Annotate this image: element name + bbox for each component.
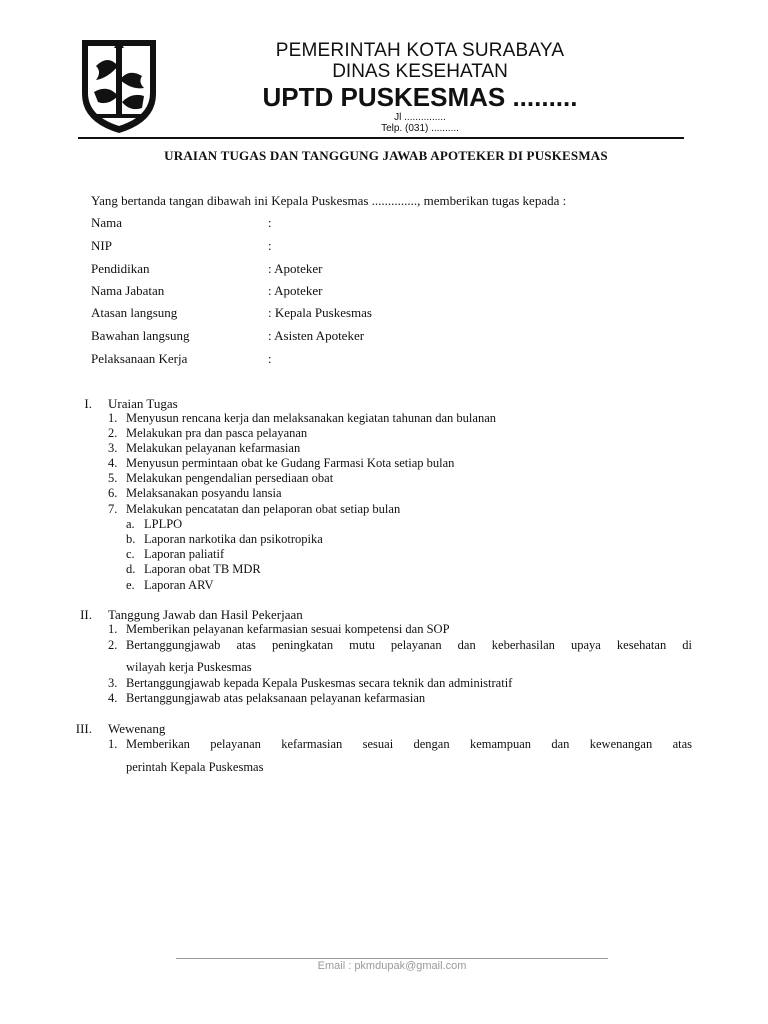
section-number: I. <box>84 396 92 411</box>
header-department-line: DINAS KESEHATAN <box>332 61 508 82</box>
sub-item-letter: e. <box>126 578 135 592</box>
field-label: NIP <box>91 238 112 253</box>
list-item: Bertanggungjawab kepada Kepala Puskesmas secara teknik dan administratif <box>126 676 513 690</box>
section-number: II. <box>80 607 92 622</box>
sub-item-letter: c. <box>126 547 135 561</box>
list-item-number: 1. <box>108 411 118 425</box>
sub-item: Laporan paliatif <box>144 547 225 561</box>
list-item-number: 2. <box>108 638 118 652</box>
sub-item: Laporan obat TB MDR <box>144 562 261 576</box>
field-value: : Apoteker <box>268 261 323 276</box>
field-value: : <box>268 351 272 366</box>
header-address: Jl ............... <box>394 112 446 123</box>
surabaya-emblem-logo <box>78 36 160 136</box>
list-item: Menyusun rencana kerja dan melaksanakan kegiatan tahunan dan bulanan <box>126 411 496 425</box>
list-item-number: 4. <box>108 456 118 470</box>
field-label: Bawahan langsung <box>91 328 190 343</box>
document-title: URAIAN TUGAS DAN TANGGUNG JAWAB APOTEKER DI PUSKESMAS <box>164 148 608 163</box>
list-item: Melaksanakan posyandu lansia <box>126 486 282 500</box>
field-label: Nama Jabatan <box>91 283 165 298</box>
list-item: Melakukan pencatatan dan pelaporan obat setiap bulan <box>126 502 401 516</box>
field-value: : Apoteker <box>268 283 323 298</box>
list-item-number: 2. <box>108 426 118 440</box>
list-item-number: 7. <box>108 502 118 516</box>
list-item: Memberikan pelayanan kefarmasian sesuai dengan kemampuan dan kewenangan atas <box>126 737 692 751</box>
field-value: : <box>268 215 272 230</box>
list-item: Melakukan pra dan pasca pelayanan <box>126 426 308 440</box>
field-label: Nama <box>91 215 123 230</box>
intro-text: Yang bertanda tangan dibawah ini Kepala Puskesmas .............., memberikan tugas kepada : <box>91 193 567 208</box>
footer-divider <box>176 958 608 959</box>
list-item-continuation: perintah Kepala Puskesmas <box>126 760 264 774</box>
list-item-number: 1. <box>108 622 118 636</box>
list-item: Memberikan pelayanan kefarmasian sesuai kompetensi dan SOP <box>126 622 450 636</box>
list-item-number: 1. <box>108 737 118 751</box>
list-item-number: 6. <box>108 486 118 500</box>
field-value: : Asisten Apoteker <box>268 328 365 343</box>
list-item: Menyusun permintaan obat ke Gudang Farmasi Kota setiap bulan <box>126 456 455 470</box>
sub-item-letter: d. <box>126 562 136 576</box>
sub-item: Laporan ARV <box>144 578 214 592</box>
list-item: Bertanggungjawab atas pelaksanaan pelayanan kefarmasian <box>126 691 426 705</box>
sub-item-letter: b. <box>126 532 136 546</box>
header-government-line: PEMERINTAH KOTA SURABAYA <box>275 40 565 61</box>
sub-item: Laporan narkotika dan psikotropika <box>144 532 323 546</box>
field-label: Atasan langsung <box>91 305 178 320</box>
list-item-number: 4. <box>108 691 118 705</box>
section-title: Tanggung Jawab dan Hasil Pekerjaan <box>108 607 303 622</box>
list-item-continuation: wilayah kerja Puskesmas <box>126 660 252 674</box>
header-divider <box>78 137 684 139</box>
field-value: : Kepala Puskesmas <box>268 305 372 320</box>
list-item: Bertanggungjawab atas peningkatan mutu pelayanan dan keberhasilan upaya kesehatan di <box>126 638 692 652</box>
sub-item-letter: a. <box>126 517 135 531</box>
sub-item: LPLPO <box>144 517 183 531</box>
list-item: Melakukan pengendalian persediaan obat <box>126 471 334 485</box>
field-label: Pendidikan <box>91 261 150 276</box>
field-label: Pelaksanaan Kerja <box>91 351 188 366</box>
header-institution-line: UPTD PUSKESMAS ......... <box>262 82 578 112</box>
list-item: Melakukan pelayanan kefarmasian <box>126 441 301 455</box>
list-item-number: 5. <box>108 471 118 485</box>
field-value: : <box>268 238 272 253</box>
list-item-number: 3. <box>108 441 118 455</box>
section-number: III. <box>75 721 92 736</box>
list-item-number: 3. <box>108 676 118 690</box>
section-title: Uraian Tugas <box>108 396 178 411</box>
section-title: Wewenang <box>108 721 166 736</box>
header-phone: Telp. (031) .......... <box>381 123 459 134</box>
footer-email[interactable]: Email : pkmdupak@gmail.com <box>317 960 467 972</box>
